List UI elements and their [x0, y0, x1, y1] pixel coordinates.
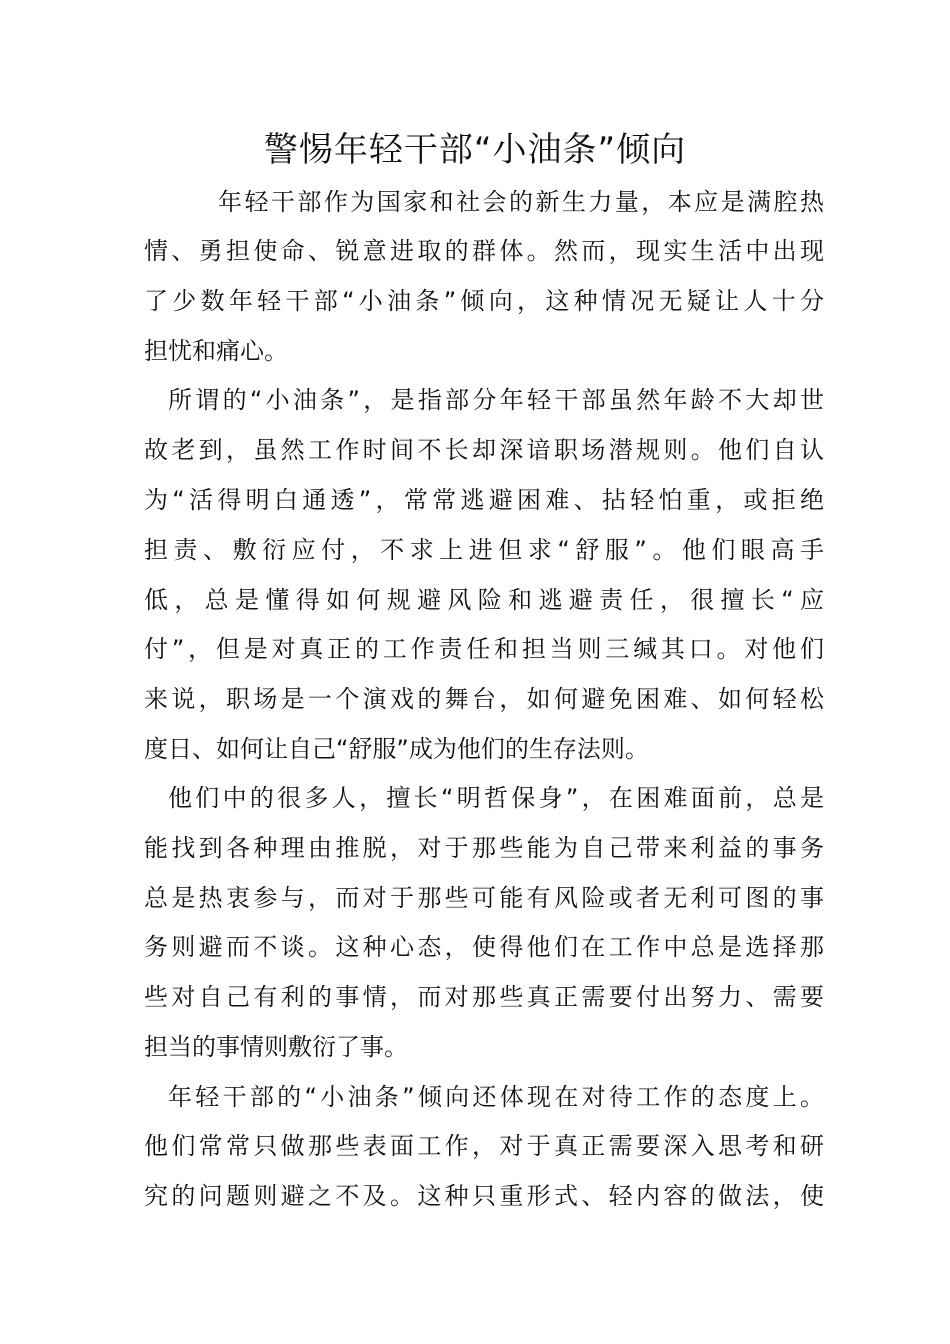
paragraph-4-line-1: 年轻干部的“小油条”倾向还体现在对待工作的态度上。	[168, 1083, 824, 1111]
paragraph-2-line-1: 所谓的“小油条”，是指部分年轻干部虽然年龄不大却世	[168, 386, 824, 414]
paragraph-3-line-3: 总是热衷参与，而对于那些可能有风险或者无利可图的事	[144, 884, 824, 912]
paragraph-4-line-3: 究的问题则避之不及。这种只重形式、轻内容的做法，使	[144, 1182, 824, 1210]
paragraph-2-line-7: 来说，职场是一个演戏的舞台，如何避免困难、如何轻松	[144, 685, 824, 713]
paragraph-2-line-2: 故老到，虽然工作时间不长却深谙职场潜规则。他们自认	[144, 436, 824, 464]
paragraph-3-line-4: 务则避而不谈。这种心态，使得他们在工作中总是选择那	[144, 933, 824, 961]
paragraph-4-line-2: 他们常常只做那些表面工作，对于真正需要深入思考和研	[144, 1132, 824, 1160]
paragraph-2-line-3: 为“活得明白通透”，常常逃避困难、拈轻怕重，或拒绝	[144, 486, 824, 514]
paragraph-3-line-1: 他们中的很多人，擅长“明哲保身”，在困难面前，总是	[168, 784, 824, 812]
paragraph-2-line-4: 担责、敷衍应付，不求上进但求“舒服”。他们眼高手	[144, 536, 824, 564]
paragraph-1-line-3: 了少数年轻干部“小油条”倾向，这种情况无疑让人十分	[144, 287, 824, 315]
document-title: 警惕年轻干部“小油条”倾向	[263, 130, 687, 170]
paragraph-1-line-1: 年轻干部作为国家和社会的新生力量，本应是满腔热	[218, 188, 824, 216]
paragraph-3-line-5: 些对自己有利的事情，而对那些真正需要付出努力、需要	[144, 983, 824, 1011]
paragraph-3-line-6: 担当的事情则敷衍了事。	[144, 1033, 408, 1061]
paragraph-1-line-4: 担忧和痛心。	[144, 337, 288, 365]
paragraph-1-line-2: 情、勇担使命、锐意进取的群体。然而，现实生活中出现	[144, 237, 824, 265]
paragraph-2-line-5: 低，总是懂得如何规避风险和逃避责任，很擅长“应	[144, 586, 824, 614]
paragraph-2-line-8: 度日、如何让自己“舒服”成为他们的生存法则。	[144, 735, 649, 763]
paragraph-3-line-2: 能找到各种理由推脱，对于那些能为自己带来利益的事务	[144, 834, 824, 862]
paragraph-2-line-6: 付”，但是对真正的工作责任和担当则三缄其口。对他们	[144, 635, 824, 663]
